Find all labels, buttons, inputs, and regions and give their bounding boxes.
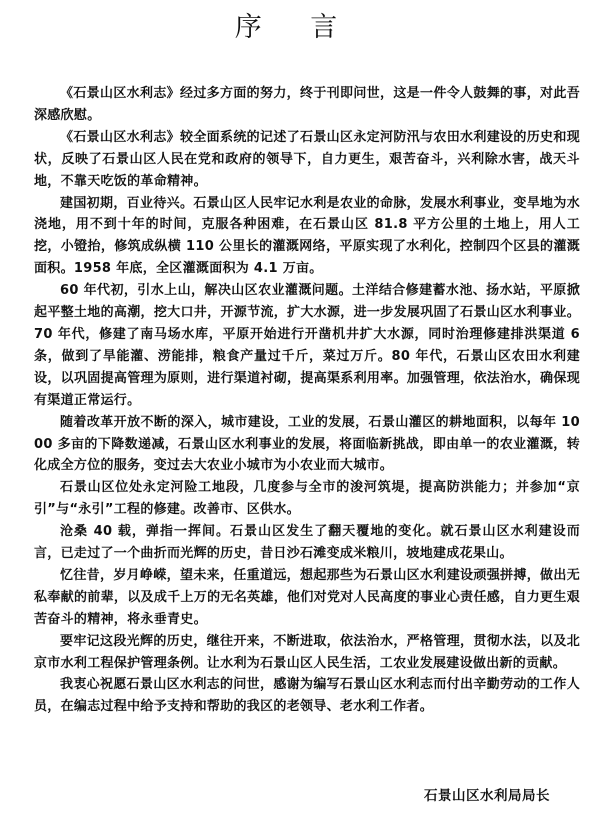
paragraph: 忆往昔，岁月峥嵘，望未来，任重道远，想起那些为石景山区水利建设顽强拼搏，做出无私奉献的前辈，以及成千上万的无名英雄，他们对党对人民高度的事业心责任感，自力更生艰苦奋斗的精神，将永垂青史。 [34, 567, 580, 627]
signature: 石景山区水利局局长 [424, 788, 550, 804]
paragraph: 要牢记这段光辉的历史，继往开来，不断进取，依法治水，严格管理，贯彻水法，以及北京市水利工程保护管理条例。让水利为石景山区人民生活，工农业发展建设做出新的贡献。 [34, 633, 580, 671]
paragraph: 《石景山区水利志》经过多方面的努力，终于刊即问世，这是一件令人鼓舞的事，对此吾深感欣慰。 [34, 86, 580, 123]
paragraph: 建国初期，百业待兴。石景山区人民牢记水利是农业的命脉，发展水利事业，变旱地为水浇地，用不到十年的时间，克服各种困难，在石景山区 81.8 平方公里的土地上，用人工挖，小镫抬，修筑成纵横 110 公里长的灌溉网络，平原实现了水利化，控制四个区县的灌溉面积。1958 年底，全区灌溉面积为 4.1 万亩。 [34, 195, 580, 277]
paragraph: 《石景山区水利志》较全面系统的记述了石景山区永定河防汛与农田水利建设的历史和现状，反映了石景山区人民在党和政府的领导下，自力更生，艰苦奋斗，兴利除水害，战天斗地，不靠天吃饭的革命精神。 [34, 129, 580, 189]
paragraph: 我衷心祝愿石景山区水利志的问世，感谢为编写石景山区水利志而付出辛勤劳动的工作人员，在编志过程中给予支持和帮助的我区的老领导、老水利工作者。 [34, 677, 580, 715]
paragraph: 随着改革开放不断的深入，城市建设，工业的发展，石景山灌区的耕地面积，以每年 1000 多亩的下降数递减，石景山区水利事业的发展，将面临新挑战，即由单一的农业灌溉，转化成全方位的服务，变过去大农业小城市为小农业而大城市。 [34, 414, 580, 474]
paragraph: 石景山区位处永定河险工地段，几度参与全市的浚河筑堤，提高防洪能力；并参加“京引”与“永引”工程的修建。改善市、区供水。 [34, 480, 580, 518]
paragraph: 沧桑 40 载，弹指一挥间。石景山区发生了翻天覆地的变化。就石景山区水利建设而言，已走过了一个曲折而光辉的历史，昔日沙石滩变成米粮川，坡地建成花果山。 [34, 524, 580, 562]
paragraph: 60 年代初，引水上山，解决山区农业灌溉问题。土洋结合修建蓄水池、扬水站，平原掀起平整土地的高潮，挖大口井，开源节流，扩大水源，进一步发展巩固了石景山区水利事业。70 年代，修建了南马场水库，平原开始进行开凿机井扩大水源，同时治理修建排洪渠道 6 条，做到了旱能灌、涝能排，粮食产量过千斤，菜过万斤。80 年代，石景山区农田水利建设，以巩固提高管理为原则，进行渠道衬砌，提高渠系利用率。加强管理，依法治水，确保现有渠道正常运行。 [34, 283, 580, 408]
preface-body [34, 83, 580, 718]
page-title: 序 言 [234, 12, 358, 43]
